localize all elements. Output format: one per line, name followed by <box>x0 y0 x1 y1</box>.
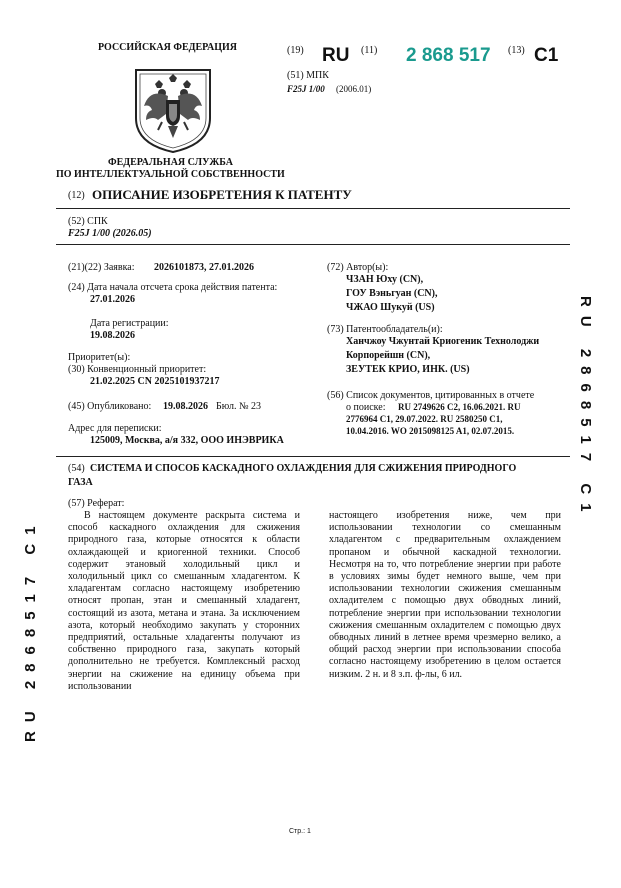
application-value: 2026101873, 27.01.2026 <box>154 262 254 273</box>
code-13: (13) <box>508 45 525 56</box>
patent-number: 2 868 517 <box>406 45 491 66</box>
cpc-label: (52) СПК <box>68 216 108 227</box>
application-label: (21)(22) Заявка: <box>68 262 135 273</box>
ipc-label: (51) МПК <box>287 70 329 81</box>
registration-value: 19.08.2026 <box>90 330 135 341</box>
kind-code: C1 <box>534 45 559 66</box>
term-value: 27.01.2026 <box>90 294 135 305</box>
country-name: РОССИЙСКАЯ ФЕДЕРАЦИЯ <box>98 42 238 53</box>
author-3: ЧЖАО Шукуй (US) <box>346 302 435 313</box>
address-value: 125009, Москва, а/я 332, ООО ИНЭВРИКА <box>90 435 284 446</box>
registration-label: Дата регистрации: <box>90 318 169 329</box>
agency-line-1: ФЕДЕРАЛЬНАЯ СЛУЖБА <box>108 157 233 168</box>
divider-biblio <box>56 456 570 457</box>
author-1: ЧЗАН Юху (CN), <box>346 274 424 285</box>
holders-list <box>346 336 539 376</box>
bulletin-number: Бюл. № 23 <box>216 401 261 412</box>
citation-line-2: 2776964 C1, 29.07.2022. RU 2580250 C1, <box>346 414 503 424</box>
address-label: Адрес для переписки: <box>68 423 162 434</box>
citations-label-2: о поиске: <box>346 402 386 413</box>
convention-priority-label: (30) Конвенционный приоритет: <box>68 364 207 375</box>
published-value: 19.08.2026 <box>163 401 208 412</box>
code-19: (19) <box>287 45 304 56</box>
authors-label: (72) Автор(ы): <box>327 262 389 273</box>
side-label-right: RU 2868517 C1 <box>577 296 594 521</box>
invention-title-line-1: СИСТЕМА И СПОСОБ КАСКАДНОГО ОХЛАЖДЕНИЯ ДЛЯ СЖИЖЕНИЯ ПРИРОДНОГО <box>90 463 517 474</box>
agency-line-2: ПО ИНТЕЛЛЕКТУАЛЬНОЙ СОБСТВЕННОСТИ <box>56 169 285 180</box>
term-label: (24) Дата начала отсчета срока действия патента: <box>68 282 278 293</box>
abstract-right-column: настоящего изобретения ниже, чем при использовании технологии со смешанным хладагентом с предварительным охлаждением пропаном и обычной каскадной технологии. Несмотря на то, что потребление энергии при работе в условиях зимы будет немного выше, чем при использовании технологии сжижения смешанным охладителем с помощью двух обводных линий, потребление энергии при использовании технологии сжижения смешанным охладителем с помощью двух обводных линий в летнее время чрезмерно велико, а общий расход энергии при использовании способа согласно настоящему изобретению в целом остается низким. 2 н. и 8 з.п. ф-лы, 6 ил. <box>329 510 561 680</box>
coat-of-arms-emblem <box>128 66 218 154</box>
author-2: ГОУ Вэньгуан (CN), <box>346 288 438 299</box>
citation-line-3: 10.04.2016. WO 2015098125 A1, 02.07.2015. <box>346 426 515 436</box>
divider-cpc <box>56 244 570 245</box>
country-code: RU <box>322 45 350 66</box>
holders-label: (73) Патентообладатель(и): <box>327 324 443 335</box>
ipc-date: (2006.01) <box>336 84 372 94</box>
divider-top <box>56 208 570 209</box>
holder-2: Корпорейшн (CN), <box>346 350 431 361</box>
holder-3: ЗЕУТЕК КРИО, ИНК. (US) <box>346 364 470 375</box>
abstract-left-column: В настоящем документе раскрыта система и способ каскадного охлаждения для сжижения природного газа, которые относятся к области охлаждающей и криогенной техники. Способ содержит этановый холодильный цикл и холодильный цикл со смешанным хладагентом. К хладагентам согласно настоящему изобретению относят пропан, этан и смешанный хладагент, состоящий из азота, метана и этана. За исключением азота, который необходимо закупать у сторонних предприятий, остальные хладагенты получают из собственно природного газа, закупать который дополнительно не требуется. Комплексный расход энергии на сжижение на единицу объема при использовании <box>68 510 300 692</box>
code-11: (11) <box>361 45 378 56</box>
abstract-label: (57) Реферат: <box>68 498 125 509</box>
priority-label: Приоритет(ы): <box>68 352 131 363</box>
citation-line-1: RU 2749626 C2, 16.06.2021. RU <box>398 402 521 412</box>
holder-1: Ханчжоу Чжунтай Криогеник Технолоджи <box>346 336 540 347</box>
ipc-class: F25J 1/00 <box>287 84 325 94</box>
citations-label: (56) Список документов, цитированных в отчете <box>327 390 535 401</box>
published-label: (45) Опубликовано: <box>68 401 152 412</box>
convention-priority-value: 21.02.2025 CN 2025101937217 <box>90 376 220 387</box>
authors-list <box>346 274 437 314</box>
code-12: (12) <box>68 190 85 201</box>
page-number: Стр.: 1 <box>289 828 311 835</box>
cpc-value: F25J 1/00 (2026.05) <box>68 228 152 239</box>
code-54: (54) <box>68 463 85 474</box>
side-label-left: RU 2868517 C1 <box>22 517 39 742</box>
invention-title-line-2: ГАЗА <box>68 477 93 488</box>
document-title: ОПИСАНИЕ ИЗОБРЕТЕНИЯ К ПАТЕНТУ <box>92 187 352 202</box>
